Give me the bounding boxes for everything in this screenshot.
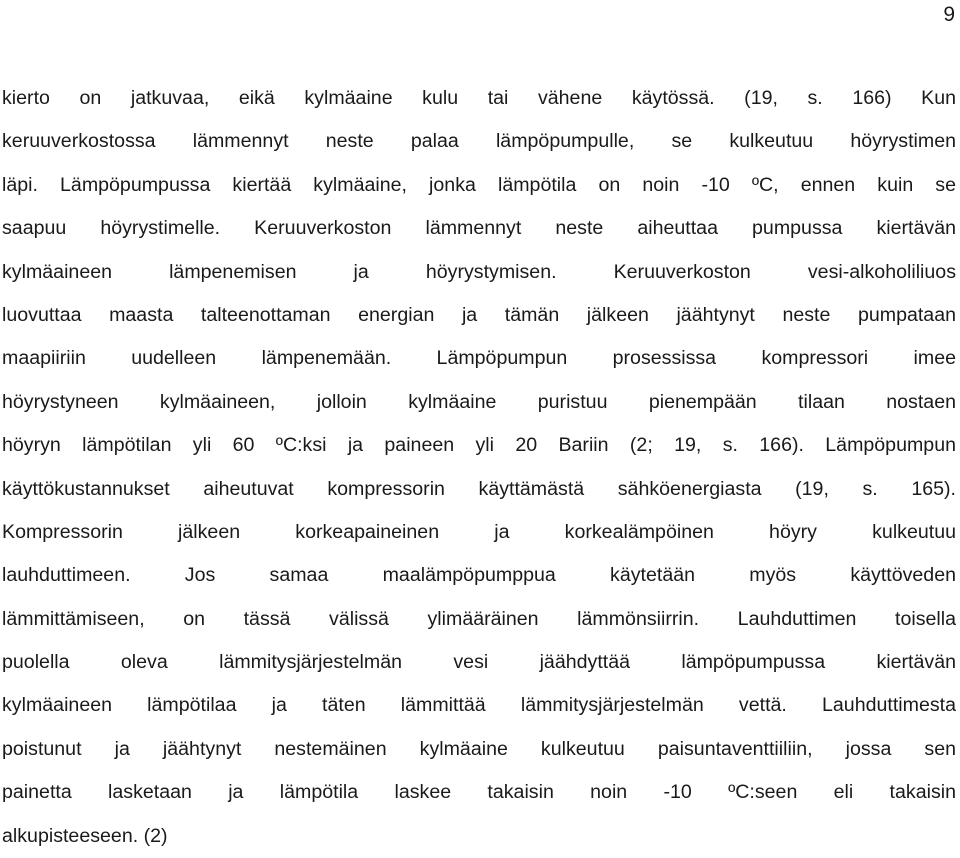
text-line: maapiiriin uudelleen lämpenemään. Lämpöpumpun prosessissa kompressori imee [2,347,956,370]
text-line: saapuu höyrystimelle. Keruuverkoston lämmennyt neste aiheuttaa pumpussa kiertävän [2,217,956,240]
text-line: höyryn lämpötilan yli 60 ºC:ksi ja paineen yli 20 Bariin (2; 19, s. 166). Lämpöpumpun [2,434,956,457]
text-line: käyttökustannukset aiheutuvat kompressorin käyttämästä sähköenergiasta (19, s. 165). [2,477,956,500]
text-line: puolella oleva lämmitysjärjestelmän vesi jäähdyttää lämpöpumpussa kiertävän [2,651,956,674]
text-line: Kompressorin jälkeen korkeapaineinen ja korkealämpöinen höyry kulkeutuu [2,520,956,543]
body-paragraph [2,77,956,858]
text-line: painetta lasketaan ja lämpötila laskee takaisin noin -10 ºC:seen eli takaisin [2,781,956,804]
text-line-last: alkupisteeseen. (2) [2,824,168,847]
text-line: lämmittämiseen, on tässä välissä ylimääräinen lämmönsiirrin. Lauhduttimen toisella [2,607,956,630]
page-number: 9 [943,3,955,26]
text-line: luovuttaa maasta talteenottaman energian ja tämän jälkeen jäähtynyt neste pumpataan [2,303,956,326]
text-line: keruuverkostossa lämmennyt neste palaa lämpöpumpulle, se kulkeutuu höyrystimen [2,130,956,153]
text-line: kierto on jatkuvaa, eikä kylmäaine kulu tai vähene käytössä. (19, s. 166) Kun [2,87,956,109]
text-line: poistunut ja jäähtynyt nestemäinen kylmäaine kulkeutuu paisuntaventtiiliin, jossa sen [2,737,956,760]
text-line: höyrystyneen kylmäaineen, jolloin kylmäaine puristuu pienempään tilaan nostaen [2,390,956,413]
text-line: kylmäaineen lämpenemisen ja höyrystymisen. Keruuverkoston vesi-alkoholiliuos [2,260,956,283]
text-line: lauhduttimeen. Jos samaa maalämpöpumppua käytetään myös käyttöveden [2,564,956,587]
text-line: kylmäaineen lämpötilaa ja täten lämmittää lämmitysjärjestelmän vettä. Lauhduttimesta [2,694,956,717]
text-line: läpi. Lämpöpumpussa kiertää kylmäaine, jonka lämpötila on noin -10 ºC, ennen kuin se [2,173,956,196]
